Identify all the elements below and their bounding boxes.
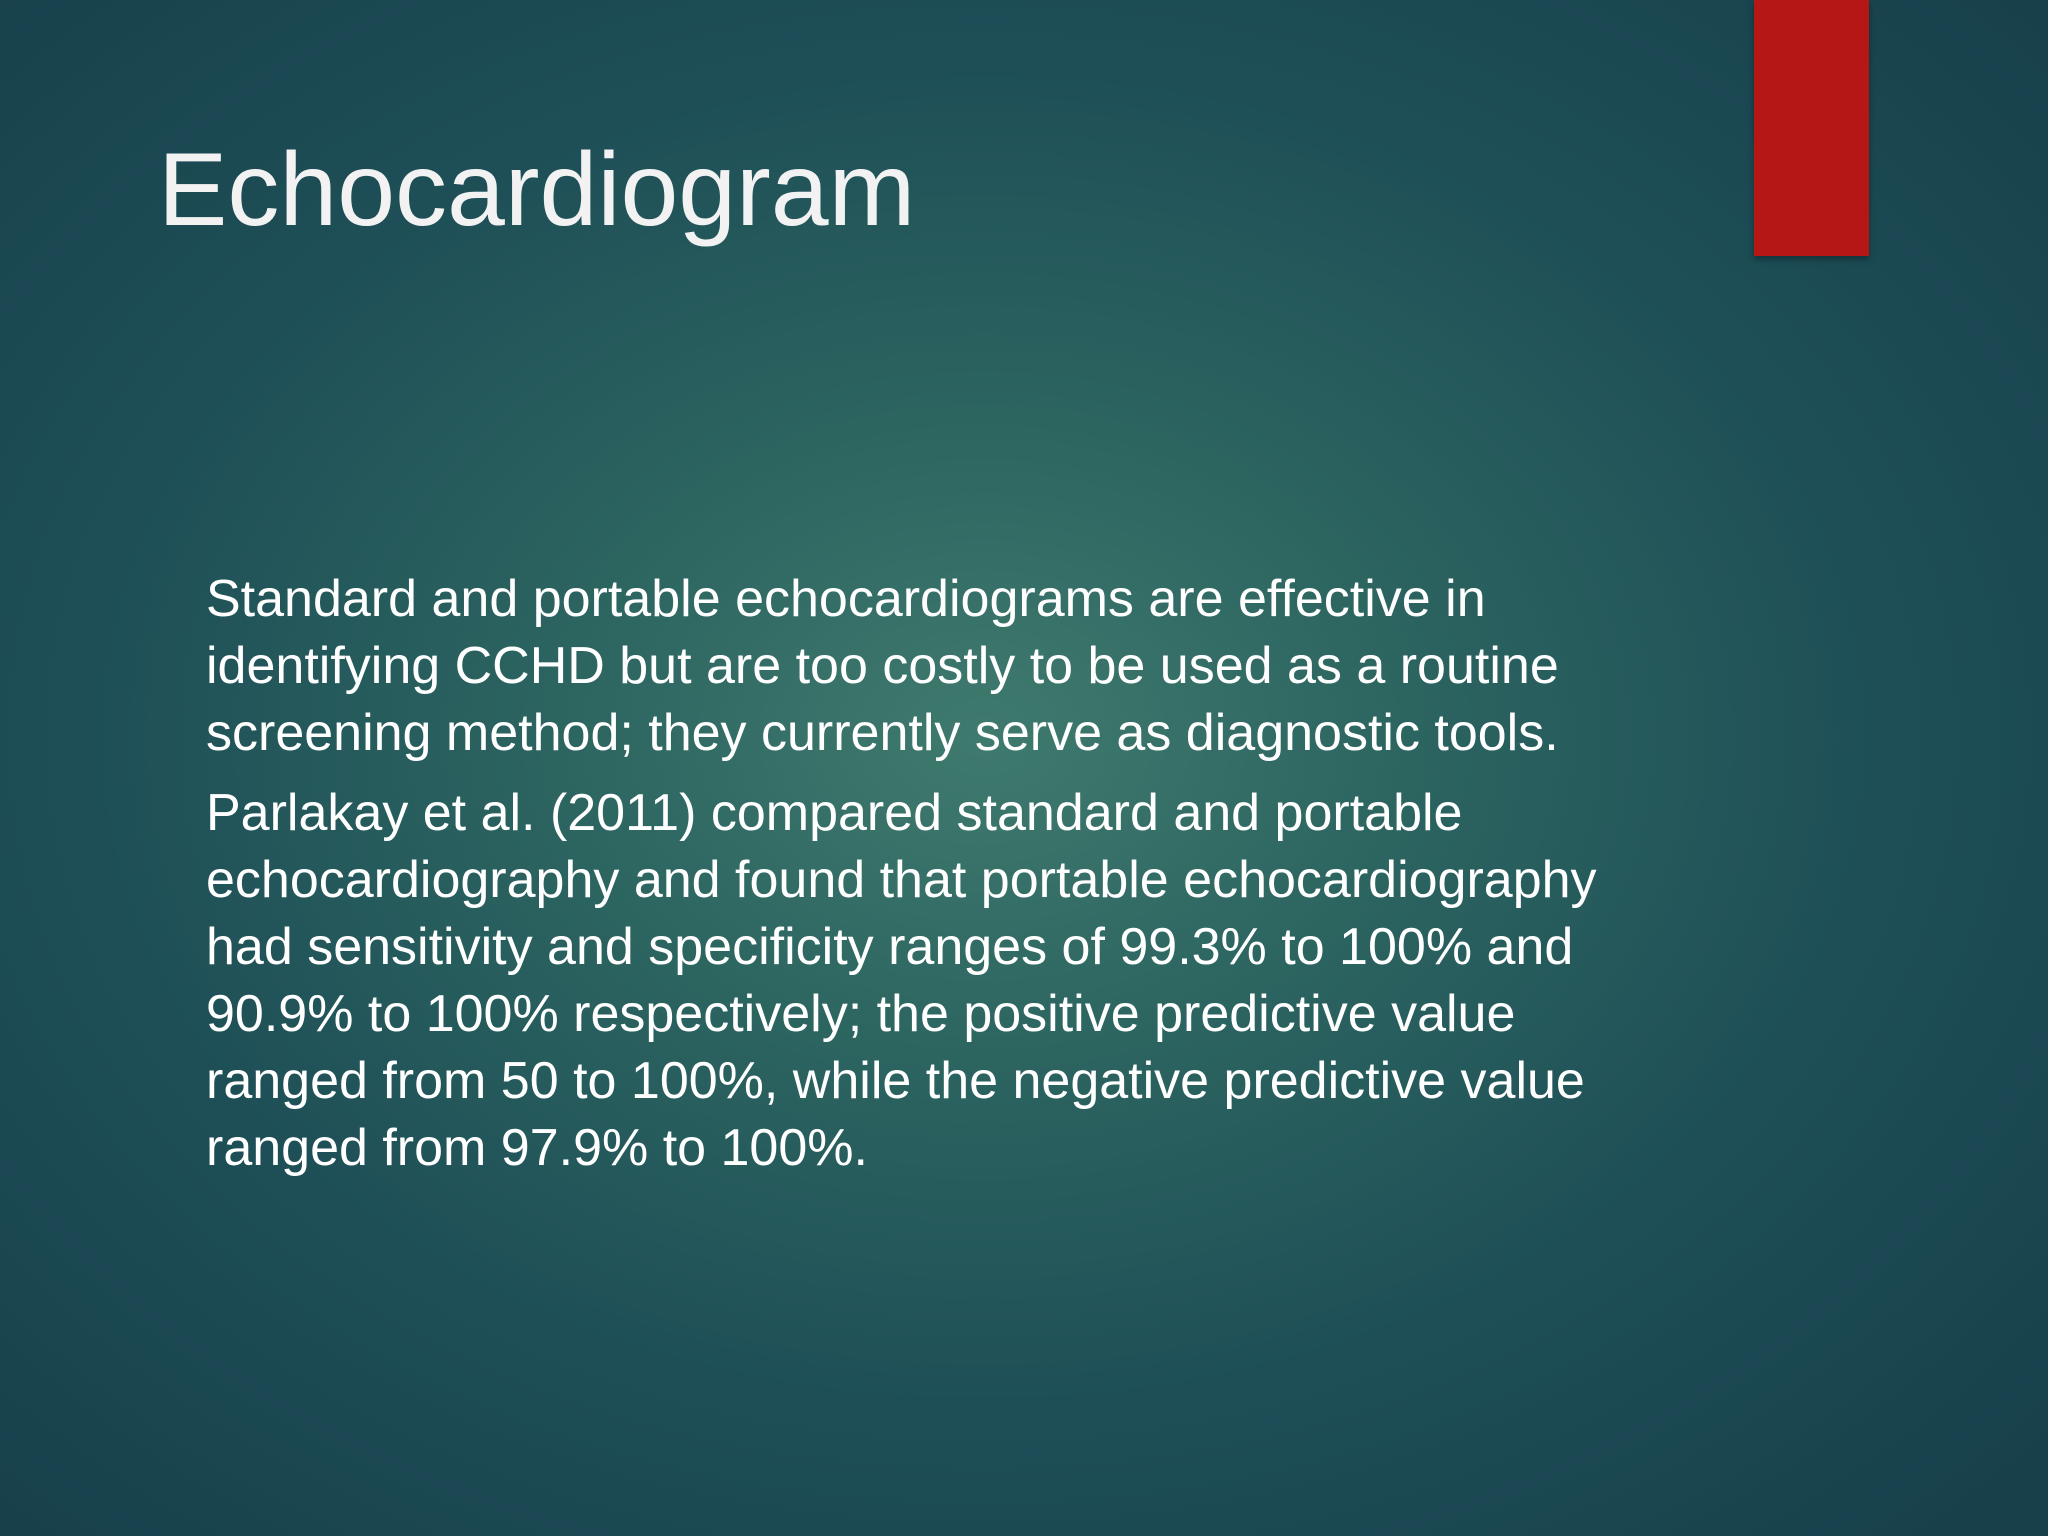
slide-body [206, 566, 1686, 1195]
slide-title: Echocardiogram [158, 132, 916, 248]
body-paragraph-1: Standard and portable echocardiograms are effective in identifying CCHD but are too costly to be used as a routine screening method; they currently serve as diagnostic tools. [206, 570, 1559, 762]
accent-bar [1754, 0, 1869, 256]
body-paragraph-2: Parlakay et al. (2011) compared standard and portable echocardiography and found that portable echocardiography had sensitivity and specificity ranges of 99.3% to 100% and 90.9% to 100% respectively; the positive predictive value ranged from 50 to 100%, while the negative predictive value ranged from 97.9% to 100%. [206, 784, 1597, 1177]
